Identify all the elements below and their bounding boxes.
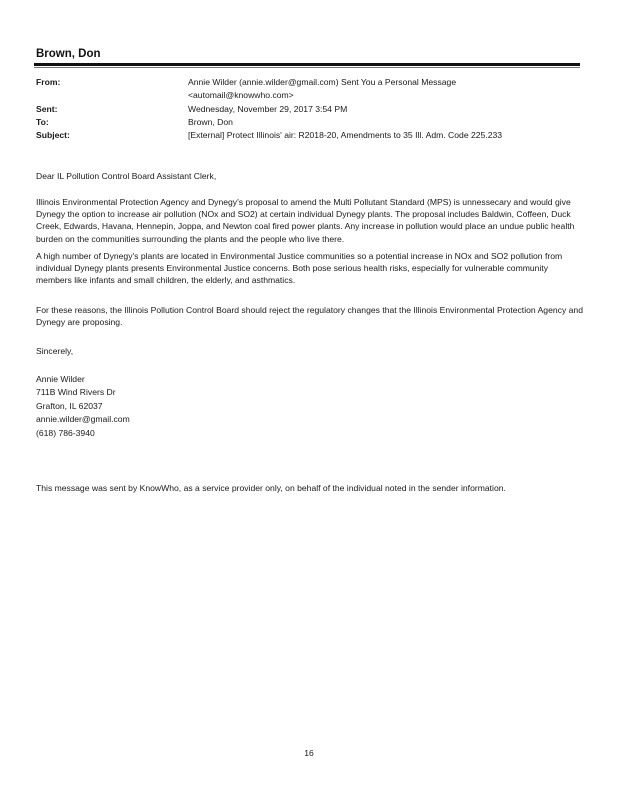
page-number: 16	[304, 748, 314, 758]
sent-value: Wednesday, November 29, 2017 3:54 PM	[188, 104, 348, 114]
header-divider-thin	[34, 67, 580, 68]
closing: Sincerely,	[36, 346, 74, 356]
to-label: To:	[36, 117, 49, 127]
to-value: Brown, Don	[188, 117, 233, 127]
signature-phone: (618) 786-3940	[36, 427, 95, 438]
paragraph-text: Illinois Environmental Protection Agency and Dynegy's proposal to amend the Multi Pollutant Standard (MPS) is unnessecary and would give Dynegy the option to increase air pollution (NOx and SO2) at certain individual Dynegy plants. The proposal includes Baldwin, Coffeen, Duck Creek, Edwards, Havana, Hennepin, Joppa, and Newton coal fired power plants. Any increase in pollution would place an undue public health burden on the communities surrounding the plants and the people who live there.	[36, 197, 575, 244]
header-divider	[34, 63, 580, 66]
from-value: Annie Wilder (annie.wilder@gmail.com) Sent You a Personal Message	[188, 77, 457, 87]
body-paragraph-1	[36, 196, 584, 245]
paragraph-text: A high number of Dynegy's plants are located in Environmental Justice communities so a potential increase in NOx and SO2 pollution from individual Dynegy plants presents Environmental Justice concerns. Both pose serious health risks, especially for vulnerable community members like infants and small children, the elderly, and asthmatics.	[36, 251, 563, 286]
from-value-address: <automail@knowwho.com>	[188, 90, 294, 100]
mailbox-owner-name: Brown, Don	[36, 48, 101, 60]
subject-label: Subject:	[36, 130, 70, 140]
body-paragraph-2	[36, 250, 584, 287]
signature-city: Grafton, IL 62037	[36, 400, 103, 411]
greeting: Dear IL Pollution Control Board Assistant Clerk,	[36, 171, 217, 181]
signature-email: annie.wilder@gmail.com	[36, 414, 130, 425]
sent-label: Sent:	[36, 104, 58, 114]
signature-block	[36, 373, 130, 440]
paragraph-text: For these reasons, the Illinois Pollution Control Board should reject the regulatory changes that the Illinois Environmental Protection Agency and Dynegy are proposing.	[36, 305, 583, 328]
subject-value: [External] Protect Illinois' air: R2018-20, Amendments to 35 Ill. Adm. Code 225.233	[188, 130, 503, 140]
signature-name: Annie Wilder	[36, 374, 85, 384]
footer-note: This message was sent by KnowWho, as a service provider only, on behalf of the individual noted in the sender information.	[36, 483, 506, 493]
signature-street: 711B Wind Rivers Dr	[36, 387, 116, 398]
from-label: From:	[36, 77, 61, 87]
body-paragraph-3	[36, 304, 584, 328]
